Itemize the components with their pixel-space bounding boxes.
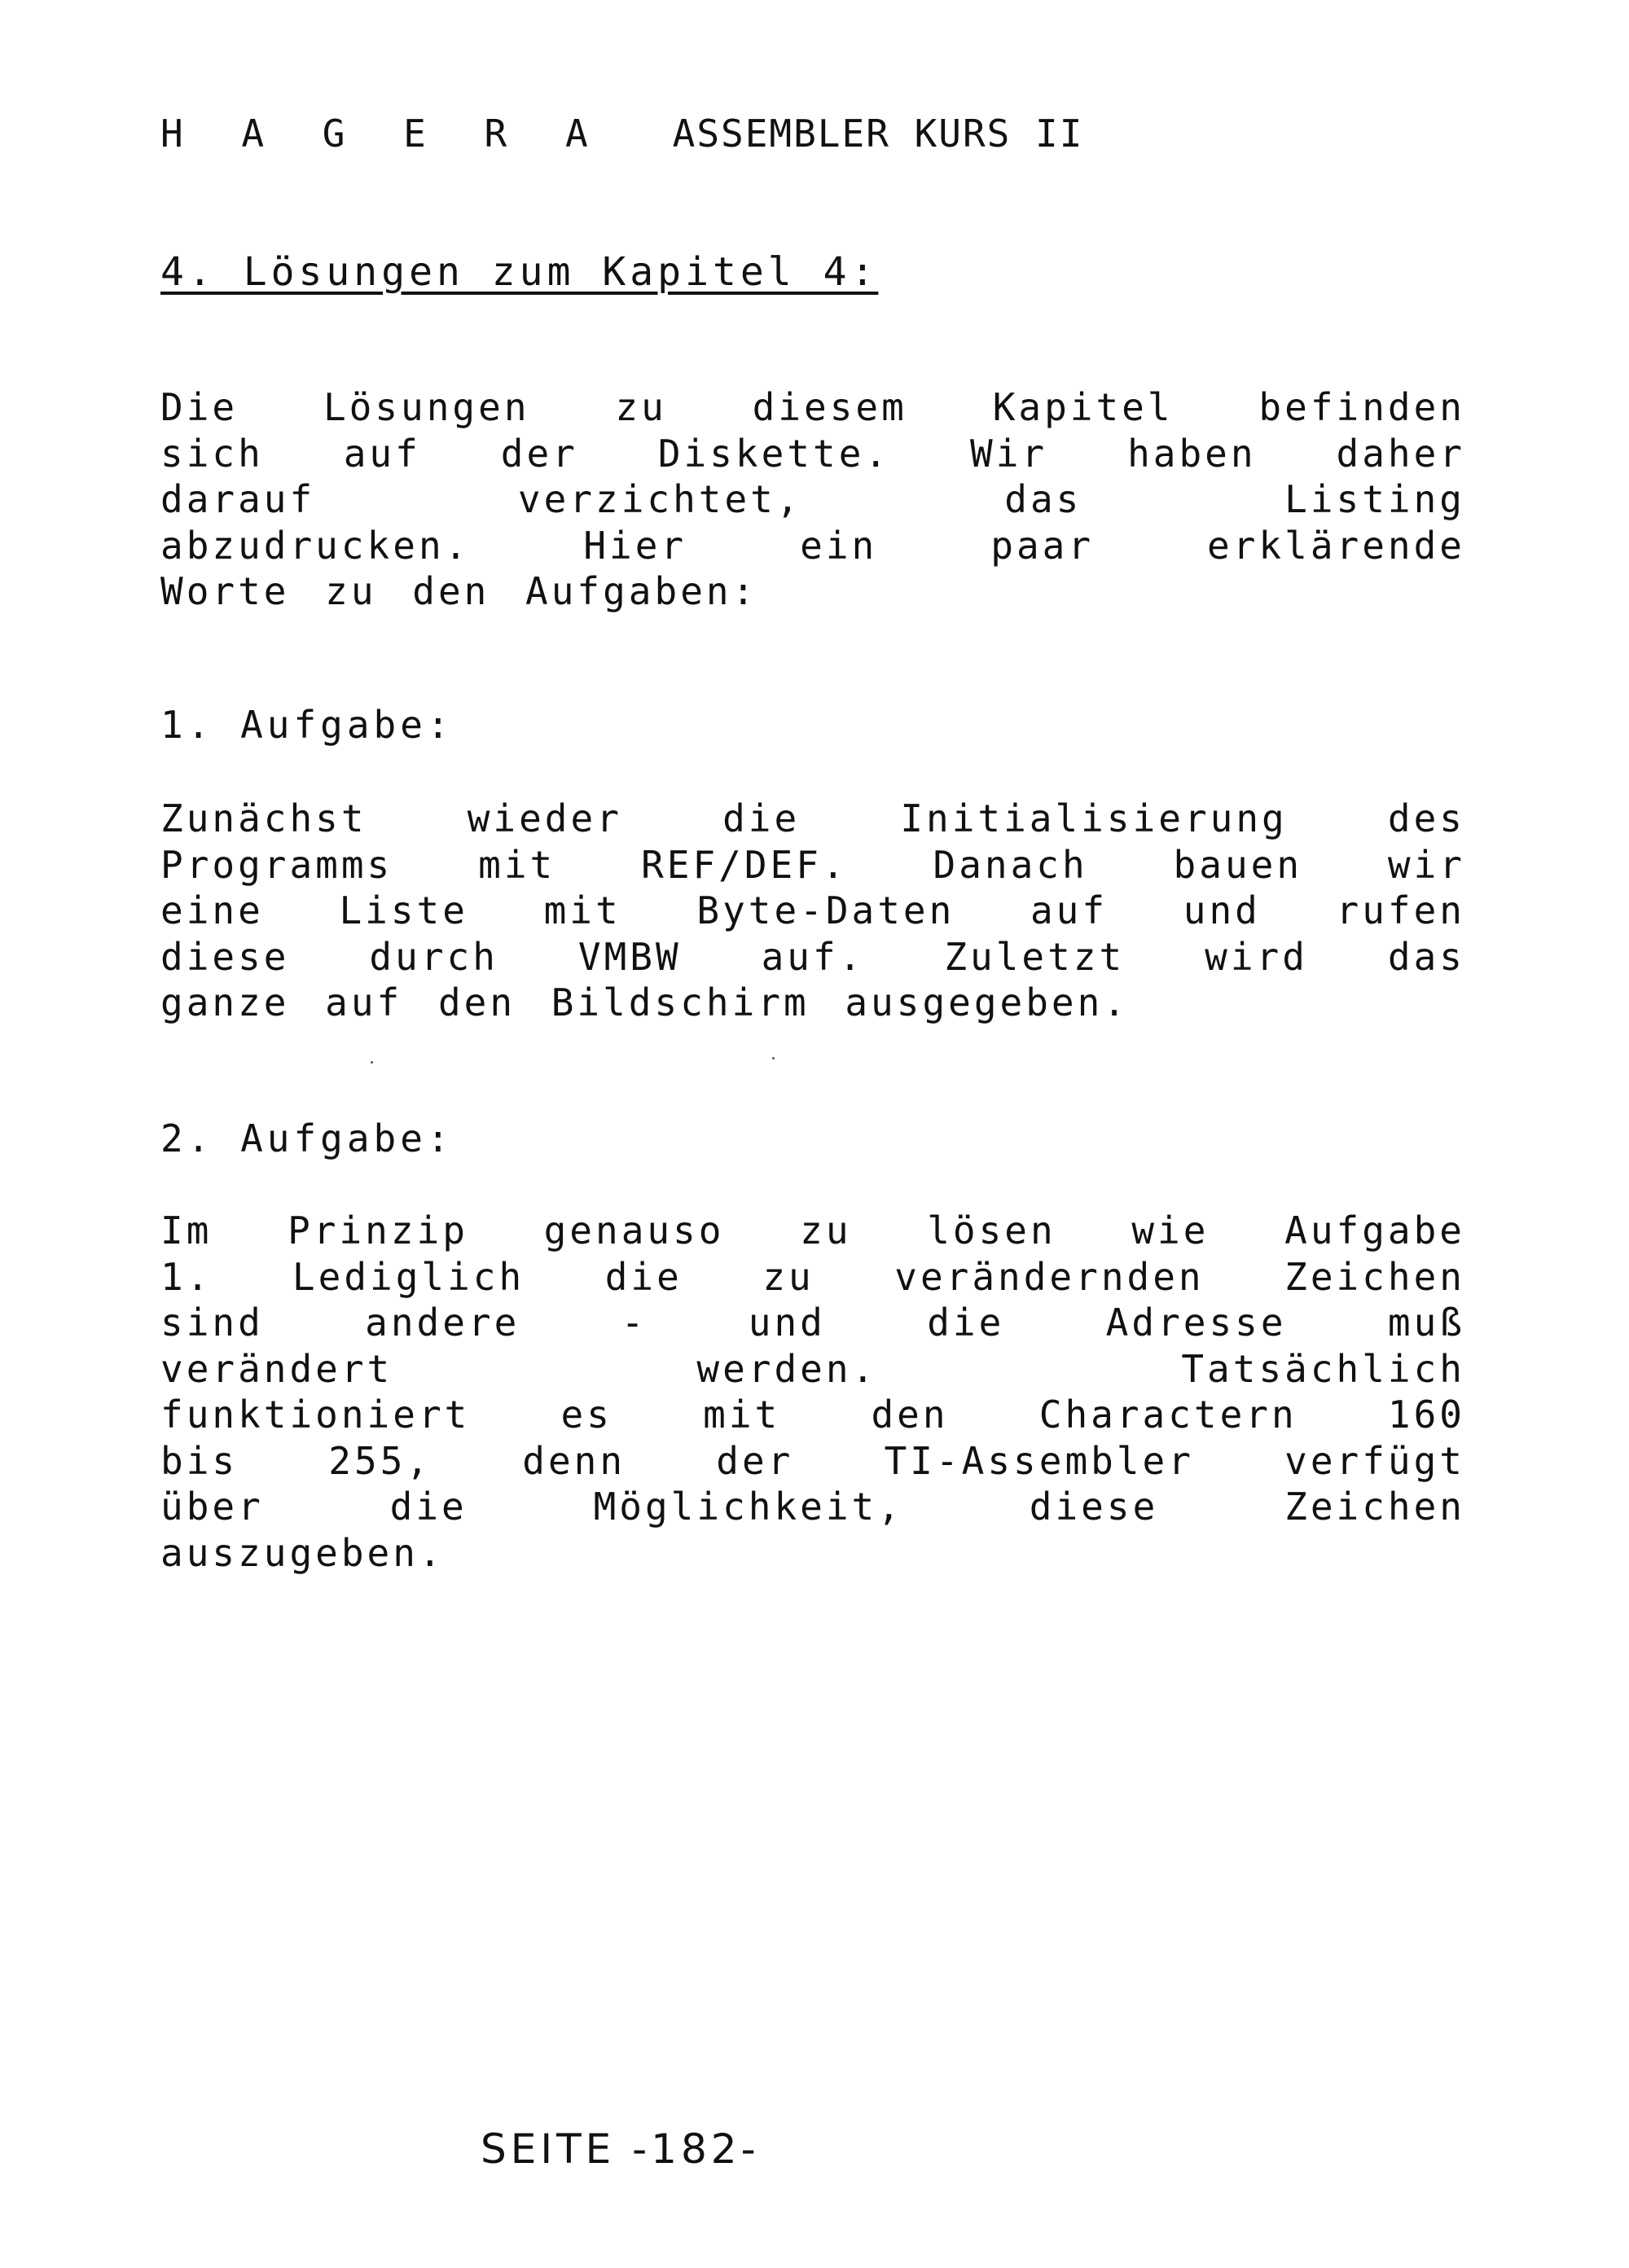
intro-paragraph [160,384,1465,615]
task2-heading-block [160,1116,1465,1161]
task1-heading: 1. Aufgabe: [160,703,454,747]
task2-line: über die Möglichkeit, diese Zeichen [160,1485,1465,1529]
intro-line: Die Lösungen zu diesem Kapitel befinden [160,385,1465,429]
task1-paragraph [160,796,1465,1026]
task1-heading-block [160,702,1465,748]
header-brand: H A G E R A [160,112,606,156]
task2-line: Im Prinzip genauso zu lösen wie Aufgabe [160,1209,1465,1252]
page-number: SEITE -182- [481,2125,760,2173]
task2-heading: 2. Aufgabe: [160,1116,454,1160]
task2-line: bis 255, denn der TI-Assembler verfügt [160,1438,1465,1483]
task2-line: auszugeben. [160,1530,445,1575]
intro-line: abzudrucken. Hier ein paar erklärende [160,523,1465,568]
task1-line: diese durch VMBW auf. Zuletzt wird das [160,934,1465,979]
speck-mark [371,1061,373,1064]
task1-line: eine Liste mit Byte-Daten auf und rufen [160,888,1465,932]
page-header [160,111,1083,156]
intro-line: darauf verzichtet, das Listing [160,477,1465,521]
intro-line: sich auf der Diskette. Wir haben daher [160,431,1465,476]
task2-line: verändert werden. Tatsächlich [160,1346,1465,1391]
task2-line: 1. Lediglich die zu verändernden Zeichen [160,1254,1465,1299]
task1-line: Programms mit REF/DEF. Danach bauen wir [160,842,1465,887]
task1-line: ganze auf den Bildschirm ausgegeben. [160,980,1129,1024]
speck-mark [772,1057,775,1059]
task2-line: funktioniert es mit den Charactern 160 [160,1393,1465,1437]
section-title: 4. Lösungen zum Kapitel 4: [160,249,879,295]
header-course-title: ASSEMBLER KURS II [672,112,1084,156]
task1-line: Zunächst wieder die Initialisierung des [160,796,1465,840]
task2-paragraph [160,1208,1465,1576]
intro-line: Worte zu den Aufgaben: [160,569,758,613]
task2-line: sind andere - und die Adresse muß [160,1301,1465,1345]
